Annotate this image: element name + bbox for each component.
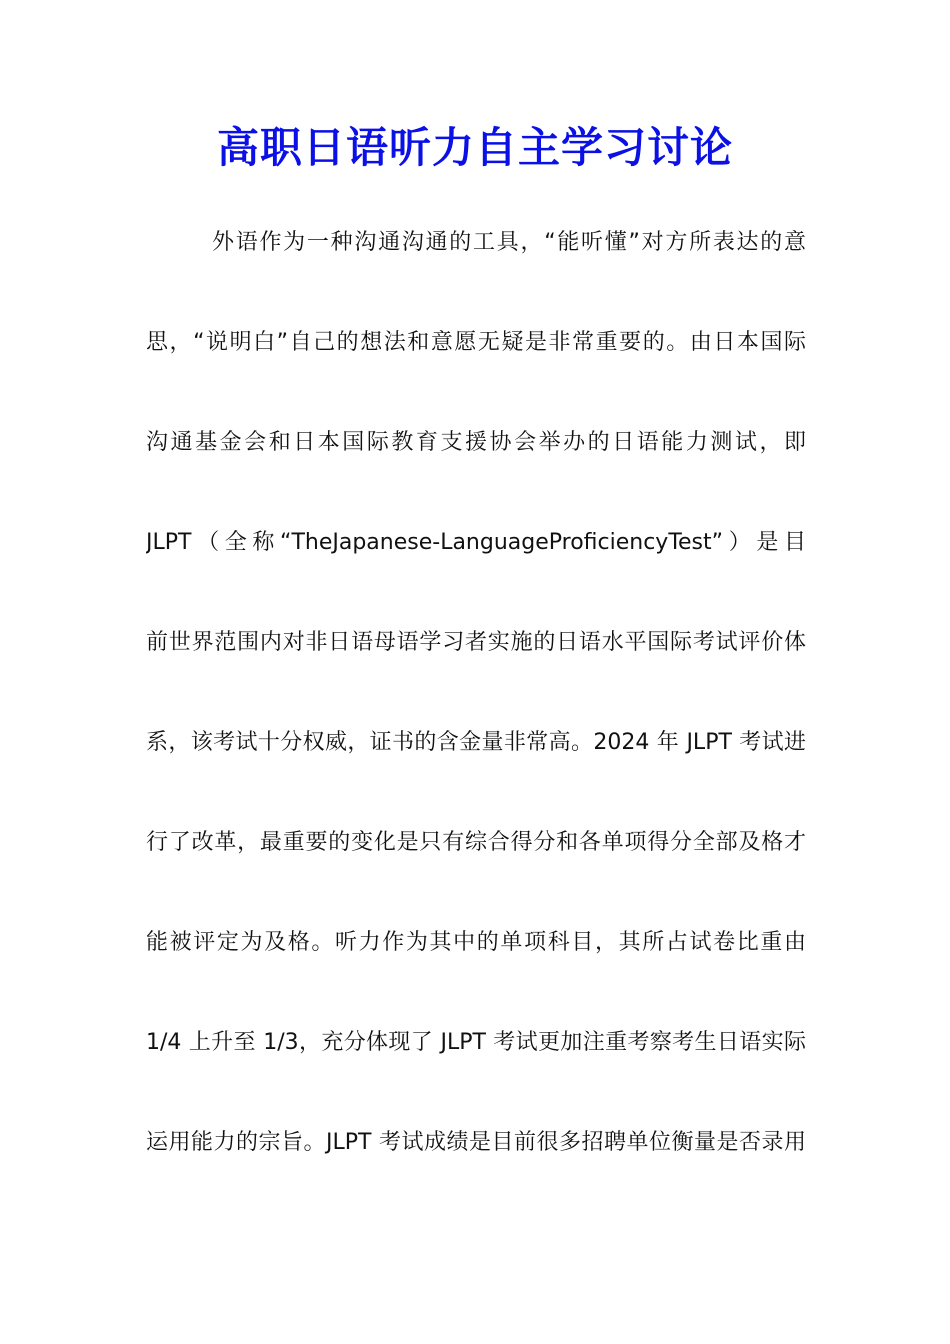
paragraph-line: 外语作为一种沟通沟通的工具，“能听懂”对方所表达的意 <box>212 230 806 255</box>
paragraph-line: JLPT（全称“TheJapanese-LanguageProficiencyTest”）是目 <box>146 530 806 555</box>
document-body <box>146 220 806 1220</box>
paragraph-line: 沟通基金会和日本国际教育支援协会举办的日语能力测试，即 <box>146 430 806 455</box>
paragraph-line: 前世界范围内对非日语母语学习者实施的日语水平国际考试评价体 <box>146 630 806 655</box>
paragraph-line: 运用能力的宗旨。JLPT 考试成绩是目前很多招聘单位衡量是否录用 <box>146 1130 806 1155</box>
paragraph-line: 系，该考试十分权威，证书的含金量非常高。2024 年 JLPT 考试进 <box>146 730 806 755</box>
paragraph-line: 思，“说明白”自己的想法和意愿无疑是非常重要的。由日本国际 <box>146 330 806 355</box>
paragraph-line: 行了改革，最重要的变化是只有综合得分和各单项得分全部及格才 <box>146 830 806 855</box>
paragraph-line: 1/4 上升至 1/3，充分体现了 JLPT 考试更加注重考察考生日语实际 <box>146 1030 806 1055</box>
document-title: 高职日语听力自主学习讨论 <box>216 123 733 172</box>
paragraph-line: 能被评定为及格。听力作为其中的单项科目，其所占试卷比重由 <box>146 930 806 955</box>
